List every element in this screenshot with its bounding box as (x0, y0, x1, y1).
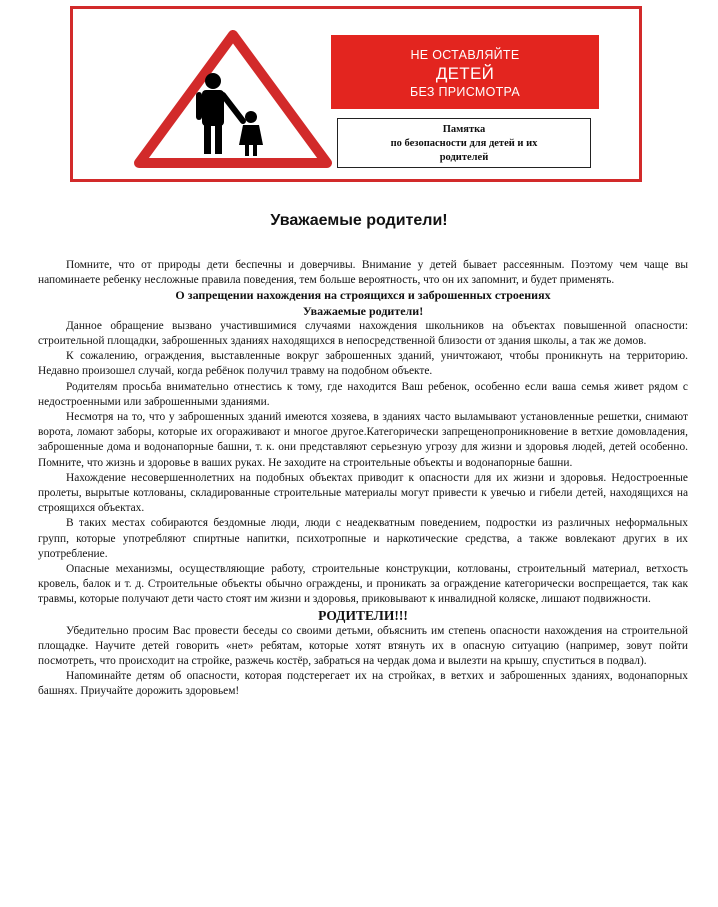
paragraph: Родителям просьба внимательно отнестись к тому, где находится Ваш ребенок, особенно если ваша семья живет рядом с недостроенными или заброшенными зданиями. (38, 380, 688, 408)
section-heading: О запрещении нахождения на строящихся и заброшенных строениях (175, 288, 551, 303)
section-subheading: Уважаемые родители! (302, 303, 424, 318)
paragraph: К сожалению, ограждения, выставленные вокруг заброшенных зданий, уничтожают, чтобы проникнуть на территорию. Недавно произошел случай, когда ребёнок получил травму на подобном объекте. (38, 350, 688, 378)
paragraph-intro: Помните, что от природы дети беспечны и доверчивы. Внимание у детей бывает рассеянным. Поэтому чем чаще вы напоминаете ребенку несложные правила поведения, тем больше вероятность, что он их запомнит, и будет применять. (38, 259, 688, 287)
paragraph: Несмотря на то, что у заброшенных зданий имеются хозяева, в зданиях часто выламывают установленные решетки, снимают ворота, ломают заборы, которые их огораживают и многое другое.Категорически запрещенопроникновение в ветхие домовладения, заброшенные дома и водонапорные башни, т. к. они представляют серьезную угрозу для жизни и здоровья людей, детей особенно. Помните, что жизнь и здоровье в ваших руках. Не заходите на строительные объекты и водонапорные башни. (38, 411, 688, 469)
header-banner (70, 6, 642, 182)
greeting-title: Уважаемые родители! (270, 212, 448, 229)
parents-heading: РОДИТЕЛИ!!! (318, 607, 408, 623)
warning-line-3: БЕЗ ПРИСМОТРА (410, 85, 520, 99)
paragraph: Убедительно просим Вас провести беседы со своими детьми, объяснить им степень опасности нахождения на строительной площадке. Научите детей говорить «нет» ребятам, которые хотят втянуть их в опасную ситуацию (например, зовут пойти посмотреть, что происходит на стройке, разжечь костёр, забраться на чердак дома и вылезти на крышу, спуститься в подвал). (38, 624, 688, 668)
memo-line-1: Памятка (442, 124, 486, 135)
document-body (38, 258, 688, 700)
warning-plate (331, 35, 599, 109)
paragraph: Нахождение несовершеннолетних на подобных объектах приводит к опасности для их жизни и здоровья. Недостроенные пролеты, вырытые котлованы, складированные строительные материалы могут привести к увечью и гибели детей, находящихся на строящихся объектах. (38, 471, 688, 515)
warning-line-1: НЕ ОСТАВЛЯЙТЕ (410, 48, 520, 62)
paragraph: Опасные механизмы, осуществляющие работу, строительные конструкции, котлованы, строительный материал, ветхость кровель, балок и т. д. Строительные объекты обычно ограждены, и проникать за ограждение категорически воспрещается, так как травмы, которые получают дети часто стоят им жизни и здоровья, приковывают к инвалидной коляске, лишают подвижности. (38, 563, 688, 606)
paragraph: Данное обращение вызвано участившимися случаями нахождения школьников на объектах повышенной опасности: строительной площадки, заброшенных зданиях находящихся в непосредственной близости от здания школы, а так же домов. (38, 319, 688, 348)
memo-line-3: родителей (439, 152, 489, 163)
paragraph-closing: Напоминайте детям об опасности, которая подстерегает их на стройках, в ветхих и заброшенных зданиях, водонапорных башнях. Приучайте дорожить здоровьем! (38, 670, 688, 698)
memo-line-2: по безопасности для детей и их (390, 138, 538, 149)
warning-line-2: ДЕТЕЙ (435, 64, 495, 83)
memo-box (337, 118, 591, 168)
paragraph: В таких местах собираются бездомные люди, люди с неадекватным поведением, подростки из различных неформальных групп, которые употребляют спиртные напитки, психотропные и наркотические средства, а также вовлекают других в их употребление. (38, 517, 688, 560)
warning-triangle-adult-child-icon (133, 29, 333, 169)
